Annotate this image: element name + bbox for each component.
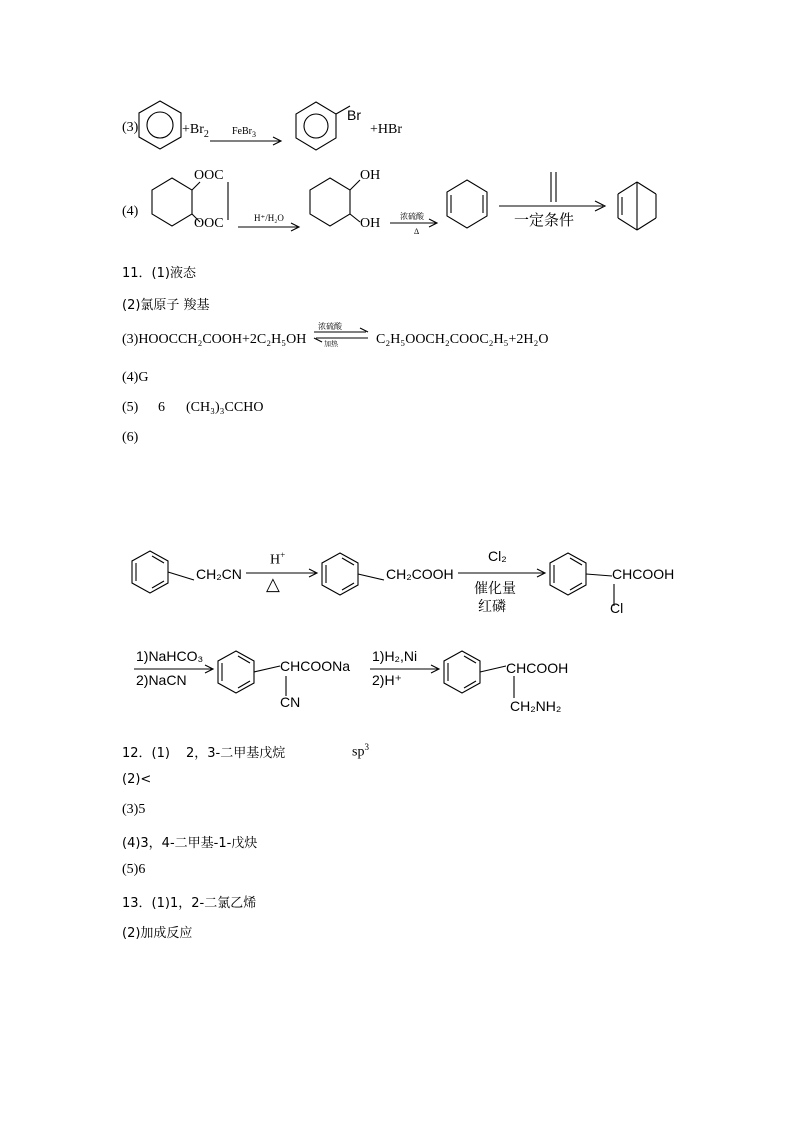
reaction4-arrow1 bbox=[238, 222, 303, 234]
step4-reagent-1: 1)H₂,Ni bbox=[372, 648, 418, 664]
reaction3-label: (3) bbox=[122, 120, 139, 135]
aminomethyl-substituent: CH₂NH₂ bbox=[510, 698, 562, 714]
q12-part1-label: 12．(1) bbox=[122, 746, 170, 761]
step4-reagent-2: 2)H⁺ bbox=[372, 672, 402, 688]
synthesis-arrow-1 bbox=[246, 568, 322, 580]
reaction4-label: (4) bbox=[122, 204, 139, 219]
hydrolysis-conditions: H⁺/H₂O bbox=[254, 213, 284, 223]
bromobenzene-structure bbox=[288, 94, 360, 156]
phenylacetic-acid-group: CH₂COOH bbox=[386, 566, 454, 582]
catalyst-label: FeBr bbox=[232, 126, 252, 137]
diol-bottom-oh: OH bbox=[360, 216, 381, 231]
cyclohexanediol-structure bbox=[298, 162, 368, 242]
q11-part6: (6) bbox=[122, 430, 139, 445]
q12-part1-name: 2，3-二甲基戊烷 bbox=[186, 746, 286, 761]
chlorine-reagent: Cl₂ bbox=[488, 548, 507, 564]
cyano-substituent: CN bbox=[280, 694, 301, 710]
benzene-ring-1 bbox=[128, 548, 198, 598]
q11-part5-count: 6 bbox=[158, 400, 165, 415]
hbr-byproduct: +HBr bbox=[370, 122, 403, 137]
q12-part2: (2)< bbox=[122, 772, 152, 787]
phenylacetonitrile-group: CH₂CN bbox=[196, 566, 242, 582]
esterification-conditions-top: 浓硫酸 bbox=[318, 322, 342, 331]
hybridization-superscript: 3 bbox=[364, 742, 369, 752]
bromine-subscript: 2 bbox=[203, 128, 209, 140]
bicyclooctene-structure bbox=[612, 178, 662, 234]
bromine-substituent: Br bbox=[347, 107, 361, 123]
acid-hydrolysis-top bbox=[270, 550, 285, 569]
amino-acid-group: CHCOOH bbox=[506, 660, 569, 676]
chloro-acid-group: CHCOOH bbox=[612, 566, 675, 582]
reaction4-arrow2 bbox=[390, 218, 442, 230]
q11-part2: (2)氯原子 羧基 bbox=[122, 298, 210, 313]
q13-part2: (2)加成反应 bbox=[122, 926, 193, 941]
q12-part5: (5)6 bbox=[122, 862, 146, 877]
q11-part3-reactants: (3)HOOCCH₂COOH+2C₂H₅OH bbox=[122, 332, 307, 347]
esterification-conditions-bottom: 加热 bbox=[324, 340, 338, 348]
reaction3-reagent bbox=[182, 122, 209, 140]
ester-bottom-group: OOC bbox=[194, 216, 224, 231]
q11-part4: (4)G bbox=[122, 370, 149, 385]
cyclohexadiene-structure bbox=[440, 176, 495, 231]
dehydration-conditions-bottom: Δ bbox=[414, 227, 420, 236]
diels-alder-conditions: 一定条件 bbox=[514, 211, 575, 229]
q12-part3: (3)5 bbox=[122, 802, 146, 817]
q12-part4: (4)3，4-二甲基-1-戊炔 bbox=[122, 836, 258, 851]
bromine-reagent: +Br bbox=[182, 122, 204, 137]
dehydration-conditions-top: 浓硫酸 bbox=[400, 212, 424, 221]
benzene-structure bbox=[130, 95, 190, 155]
diol-top-oh: OH bbox=[360, 168, 381, 183]
chloro-substituent: Cl bbox=[610, 600, 624, 616]
q11-part5-formula: (CH₃)₃CCHO bbox=[186, 400, 264, 415]
reversible-arrow bbox=[312, 326, 372, 346]
cyclohexane-diester-structure bbox=[140, 162, 240, 242]
q11-part5-label: (5) bbox=[122, 400, 139, 415]
q11-part1: 11．(1)液态 bbox=[122, 266, 196, 281]
catalyst-amount-label: 催化量 bbox=[474, 581, 516, 597]
reaction3-arrow bbox=[210, 136, 285, 148]
benzene-ring-2 bbox=[318, 550, 392, 600]
catalyst-subscript: 3 bbox=[252, 130, 256, 139]
step3-reagent-1: 1)NaHCO₃ bbox=[136, 648, 204, 664]
hybridization-label: sp bbox=[352, 744, 365, 760]
acid-hydrolysis-h: H bbox=[270, 552, 281, 568]
step3-reagent-2: 2)NaCN bbox=[136, 672, 187, 688]
q12-part1-hybridization bbox=[352, 742, 369, 761]
cyano-salt-group: CHCOONa bbox=[280, 658, 351, 674]
heat-symbol: △ bbox=[266, 574, 280, 594]
ester-top-group: OOC bbox=[194, 168, 224, 183]
q11-part3-products: C₂H₅OOCH₂COOC₂H₅+2H₂O bbox=[376, 332, 549, 347]
q13-part1: 13．(1)1，2-二氯乙烯 bbox=[122, 896, 257, 911]
acid-hydrolysis-plus: + bbox=[280, 550, 286, 560]
red-phosphorus-label: 红磷 bbox=[478, 599, 506, 615]
